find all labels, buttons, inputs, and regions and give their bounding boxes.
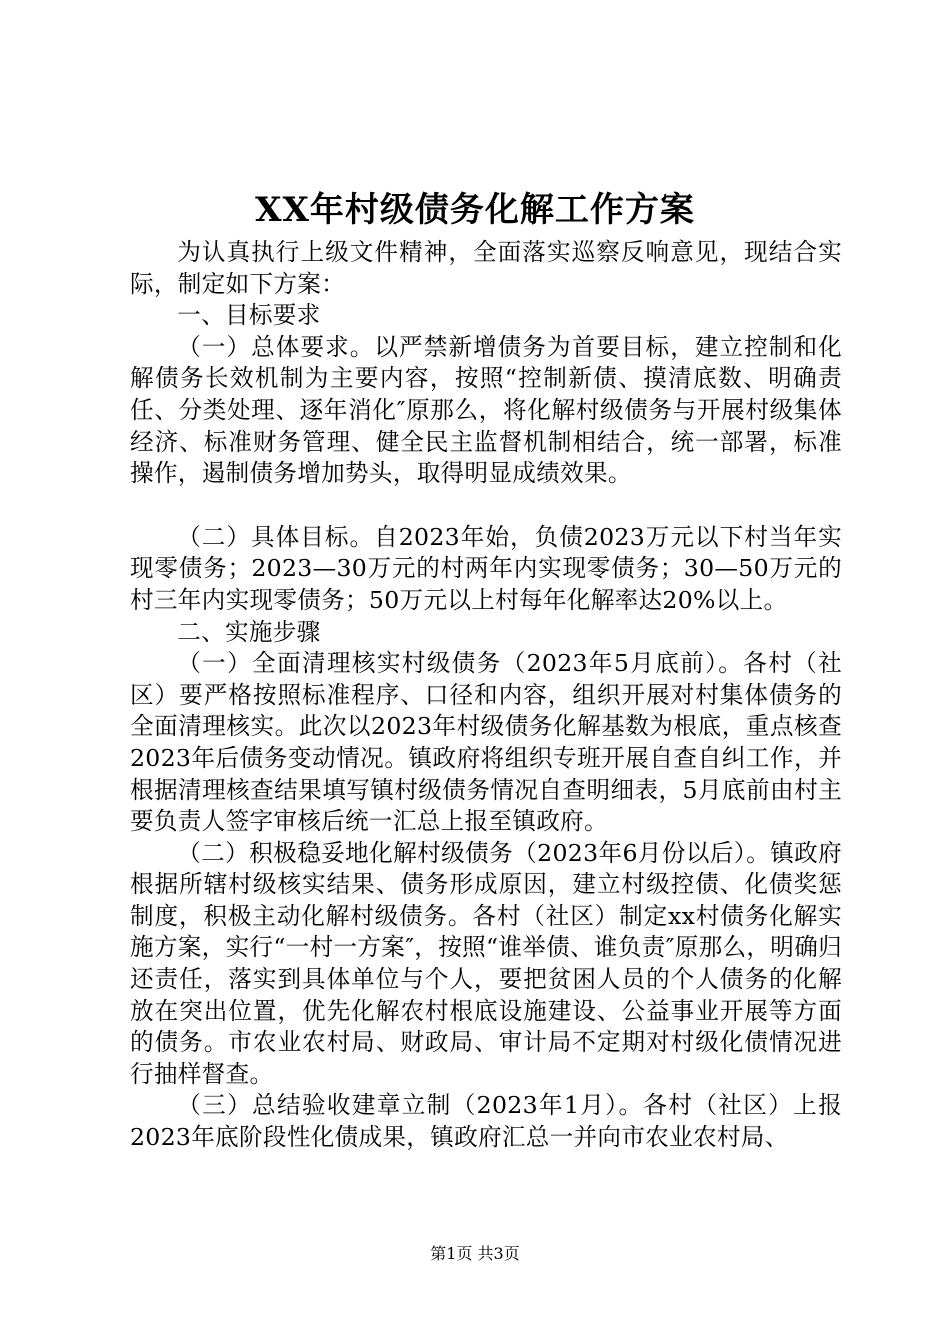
paragraph-specific-targets: （二）具体目标。自2023年始，负债2023万元以下村当年实现零债务；2023—30万元的村两年内实现零债务；30—50万元的村三年内实现零债务；50万元以上村每年化解率达20%以上。 — [130, 522, 842, 614]
paragraph-overall-requirement: （一）总体要求。以严禁新增债务为首要目标，建立控制和化解债务长效机制为主要内容，按照“控制新债、摸清底数、明确责任、分类处理、逐年消化″原那么，将化解村级债务与开展村级集体经济、标准财务管理、健全民主监督机制相结合，统一部署，标准操作，遏制债务增加势头，取得明显成绩效果。 — [130, 332, 842, 488]
document-body — [130, 237, 842, 1154]
paragraph-step-three: （三）总结验收建章立制（2023年1月）。各村（社区）上报2023年底阶段性化债成果，镇政府汇总一并向市农业农村局、 — [130, 1091, 842, 1152]
paragraph-step-one: （一）全面清理核实村级债务（2023年5月底前）。各村（社区）要严格按照标准程序、口径和内容，组织开展对村集体债务的全面清理核实。此次以2023年村级债务化解基数为根底，重点核查2023年后债务变动情况。镇政府将组织专班开展自查自纠工作，并根据清理核查结果填写镇村级债务情况自查明细表，5月底前由村主要负责人签字审核后统一汇总上报至镇政府。 — [130, 649, 842, 836]
section-heading-goals: 一、目标要求 — [177, 301, 321, 330]
document-title: XX年村级债务化解工作方案 — [255, 190, 695, 230]
page-footer: 第1页 共3页 — [430, 1244, 520, 1263]
paragraph-step-two: （二）积极稳妥地化解村级债务（2023年6月份以后）。镇政府根据所辖村级核实结果、债务形成原因，建立村级控债、化债奖惩制度，积极主动化解村级债务。各村（社区）制定xx村债务化解实施方案，实行“一村一方案″，按照“谁举债、谁负责″原那么，明确归还责任，落实到具体单位与个人，要把贫困人员的个人债务的化解放在突出位置，优先化解农村根底设施建设、公益事业开展等方面的债务。市农业农村局、财政局、审计局不定期对村级化债情况进行抽样督查。 — [130, 838, 842, 1088]
section-heading-steps: 二、实施步骤 — [177, 617, 321, 646]
intro-paragraph: 为认真执行上级文件精神，全面落实巡察反响意见，现结合实际，制定如下方案： — [130, 238, 842, 298]
